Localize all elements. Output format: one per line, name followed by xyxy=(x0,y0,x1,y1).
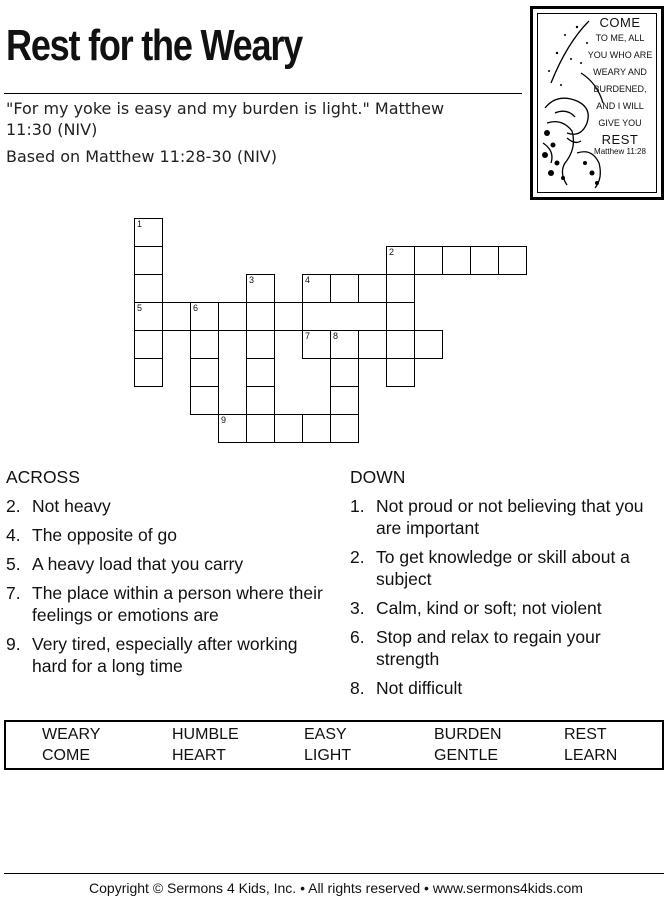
clue-number: 7 xyxy=(305,331,311,341)
crossword-cell[interactable] xyxy=(414,246,443,275)
crossword-cell[interactable] xyxy=(470,246,499,275)
crossword-cell[interactable] xyxy=(162,302,191,331)
crossword-cell[interactable] xyxy=(246,302,275,331)
down-clues xyxy=(350,466,662,706)
clue-item: 5. A heavy load that you carry xyxy=(6,554,244,574)
crossword-cell[interactable] xyxy=(274,302,303,331)
word-bank-item: WEARY xyxy=(42,726,101,743)
page-title: Rest for the Weary xyxy=(6,21,302,70)
word-bank-item: GENTLE xyxy=(434,747,499,764)
card-line-3: YOU WHO ARE xyxy=(587,50,653,60)
crossword-cell[interactable] xyxy=(218,414,247,443)
crossword-cell[interactable] xyxy=(134,218,163,247)
clue-number: 4 xyxy=(305,275,311,285)
card-line-4: WEARY AND xyxy=(593,67,647,77)
crossword-cell[interactable] xyxy=(218,302,247,331)
clue-item: 6. Stop and relax to regain your strength xyxy=(350,627,601,669)
crossword-cell[interactable] xyxy=(442,246,471,275)
clue-item: 9. Very tired, especially after working hard for a long time xyxy=(6,634,298,676)
crossword-cell[interactable] xyxy=(302,274,331,303)
title-rule xyxy=(4,93,522,94)
crossword-cell[interactable] xyxy=(246,386,275,415)
word-bank-item: LEARN xyxy=(564,747,618,764)
crossword-cell[interactable] xyxy=(134,302,163,331)
crossword-cell[interactable] xyxy=(498,246,527,275)
quote-line-2: 11:30 (NIV) xyxy=(6,120,98,139)
crossword-cell[interactable] xyxy=(330,358,359,387)
word-bank-item: EASY xyxy=(304,726,347,743)
quote-line-1: "For my yoke is easy and my burden is light." Matthew xyxy=(6,99,445,118)
footer-rule xyxy=(4,873,664,874)
card-line-1: COME xyxy=(599,15,641,30)
crossword-cell[interactable] xyxy=(246,358,275,387)
clue-item: 3. Calm, kind or soft; not violent xyxy=(350,598,602,618)
crossword-cell[interactable] xyxy=(330,414,359,443)
crossword-cell[interactable] xyxy=(386,330,415,359)
clue-number: 1 xyxy=(137,219,143,229)
across-clues xyxy=(6,466,326,684)
word-bank-item: HEART xyxy=(172,747,226,764)
crossword-cell[interactable] xyxy=(386,302,415,331)
card-line-7: GIVE YOU xyxy=(598,118,642,128)
clue-number: 9 xyxy=(221,415,227,425)
crossword-cell[interactable] xyxy=(190,358,219,387)
crossword-cell[interactable] xyxy=(134,358,163,387)
crossword-cell[interactable] xyxy=(358,274,387,303)
copyright-footer: Copyright © Sermons 4 Kids, Inc. • All rights reserved • www.sermons4kids.com xyxy=(89,880,583,896)
card-line-8: REST xyxy=(601,132,639,147)
clue-number: 3 xyxy=(249,275,255,285)
crossword-cell[interactable] xyxy=(246,330,275,359)
clue-item: 8. Not difficult xyxy=(350,678,463,698)
crossword-cell[interactable] xyxy=(190,386,219,415)
crossword-cell[interactable] xyxy=(190,330,219,359)
word-bank-item: BURDEN xyxy=(434,726,502,743)
crossword-cell[interactable] xyxy=(246,274,275,303)
crossword-cell[interactable] xyxy=(190,302,219,331)
crossword-cell[interactable] xyxy=(302,414,331,443)
crossword-cell[interactable] xyxy=(330,274,359,303)
clue-number: 6 xyxy=(193,303,199,313)
card-line-6: AND I WILL xyxy=(596,101,644,111)
crossword-cell[interactable] xyxy=(386,358,415,387)
card-reference: Matthew 11:28 xyxy=(594,147,646,156)
crossword-cell[interactable] xyxy=(246,414,275,443)
crossword-cell[interactable] xyxy=(330,386,359,415)
clue-item: 7. The place within a person where their feelings or emotions are xyxy=(6,583,323,625)
clue-number: 5 xyxy=(137,303,143,313)
card-line-2: TO ME, ALL xyxy=(595,33,645,43)
crossword-cell[interactable] xyxy=(134,274,163,303)
down-heading: DOWN xyxy=(350,467,406,487)
crossword-cell[interactable] xyxy=(414,330,443,359)
crossword-cell[interactable] xyxy=(330,330,359,359)
clue-item: 1. Not proud or not believing that you are important xyxy=(350,496,644,538)
crossword-cell[interactable] xyxy=(274,414,303,443)
verse-card xyxy=(530,6,664,200)
crossword-cell[interactable] xyxy=(302,330,331,359)
clue-item: 4. The opposite of go xyxy=(6,525,177,545)
crossword-cell[interactable] xyxy=(386,246,415,275)
scripture-quote xyxy=(6,98,506,140)
word-bank-item: COME xyxy=(42,747,90,764)
crossword-cell[interactable] xyxy=(358,330,387,359)
word-bank xyxy=(4,720,664,770)
crossword-cell[interactable] xyxy=(134,330,163,359)
crossword-cell[interactable] xyxy=(134,246,163,275)
clue-number: 2 xyxy=(389,247,395,257)
card-verse-text xyxy=(583,15,657,156)
clue-item: 2. To get knowledge or skill about a subject xyxy=(350,547,630,589)
word-bank-item: LIGHT xyxy=(304,747,352,764)
word-bank-item: REST xyxy=(564,726,607,743)
clue-item: 2. Not heavy xyxy=(6,496,111,516)
across-heading: ACROSS xyxy=(6,467,80,487)
card-line-5: BURDENED, xyxy=(593,84,647,94)
word-bank-item: HUMBLE xyxy=(172,726,239,743)
crossword-cell[interactable] xyxy=(386,274,415,303)
clue-number: 8 xyxy=(333,331,339,341)
based-on-text: Based on Matthew 11:28-30 (NIV) xyxy=(6,147,277,166)
